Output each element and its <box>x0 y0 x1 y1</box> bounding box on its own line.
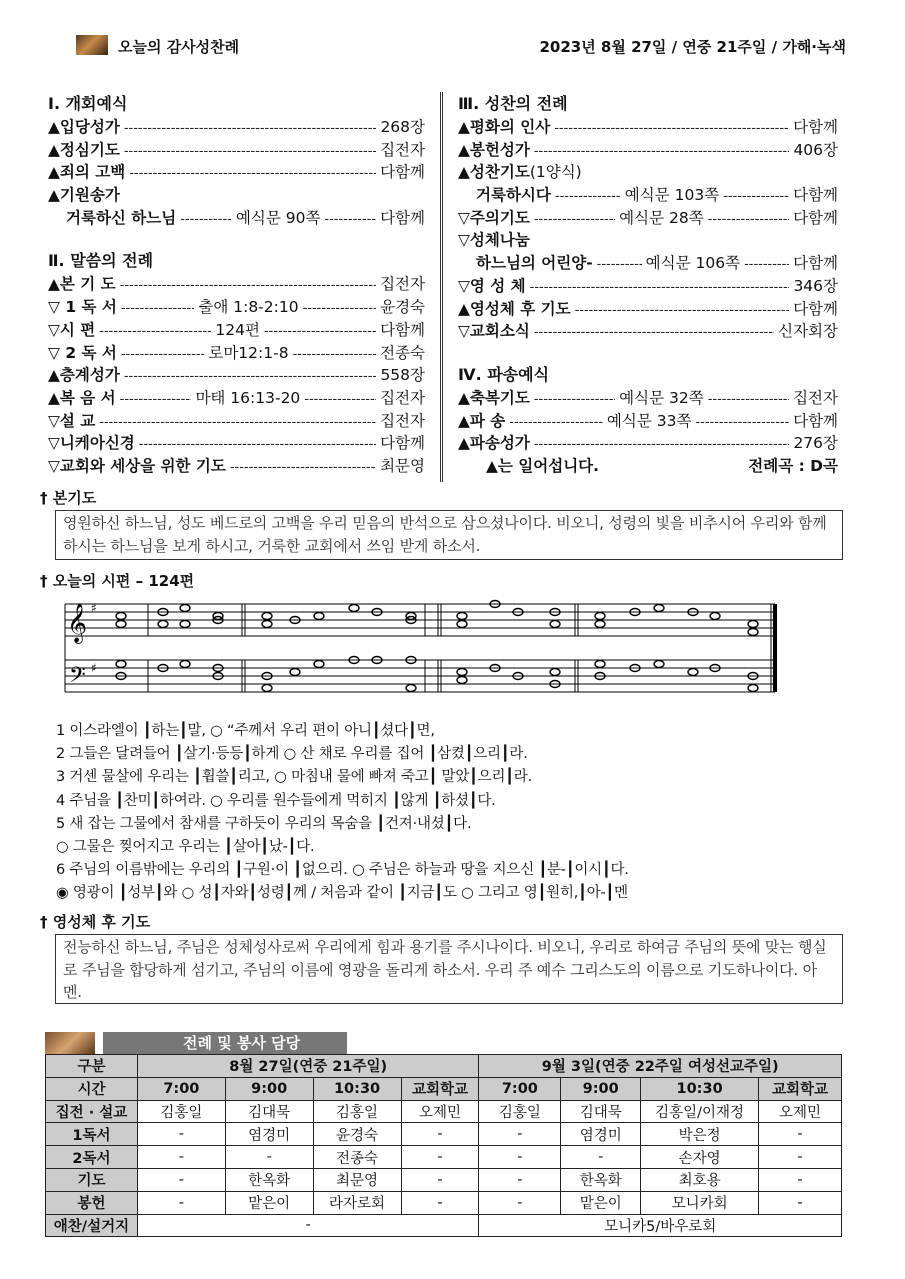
dash-leader <box>121 298 195 321</box>
psalm-verse: 6 주님의 이름밖에는 우리의 ┃구원·이 ┃없으리. ○ 주님은 하늘과 땅을 지으신 ┃분-┃이시┃다. <box>56 862 629 879</box>
psalm-verse: ○ 그물은 찢어지고 우리는 ┃살아┃났-┃다. <box>56 839 315 856</box>
roster-cell: 염경미 <box>561 1123 641 1146</box>
order-label: ▲성찬기도 <box>458 163 530 182</box>
order-detail: 예식문 32쪽 <box>619 388 704 407</box>
order-value: 다함께 <box>793 411 839 430</box>
order-value: 전종숙 <box>380 343 426 362</box>
roster-role: 기도 <box>46 1168 138 1191</box>
postcommunion-box: 전능하신 하느님, 주님은 성체성사로써 우리에게 힘과 용기를 주시나이다. 비오니, 우리로 하여금 주님의 뜻에 맞는 행실로 주님을 합당하게 섬기고, 주님의 이름에 영광을 돌리게 하소서. 우리 주 예수 그리스도의 이름으로 기도하나이다. 아멘. <box>55 934 843 1004</box>
roster-cell: 한옥화 <box>225 1168 313 1191</box>
order-label: ▲기원송가 <box>48 186 120 205</box>
order-value: 집전자 <box>380 411 425 430</box>
dash-leader <box>534 209 615 232</box>
roster-cell: 김홍일 <box>313 1100 401 1123</box>
roster-cell: - <box>401 1168 479 1191</box>
order-row <box>458 116 838 139</box>
order-value: 276장 <box>793 434 838 453</box>
order-row <box>458 184 838 207</box>
dash-leader <box>120 275 376 298</box>
psalm-verse: 1 이스라엘이 ┃하는┃말, ○ “주께서 우리 편이 아니┃셨다┃면, <box>56 723 435 739</box>
roster-week2: 9월 3일(연중 22주일 여성선교주일) <box>479 1055 842 1078</box>
order-right-column <box>458 92 838 478</box>
order-value: 집전자 <box>380 140 425 159</box>
roster-cell: 한옥화 <box>561 1168 641 1191</box>
note-heads <box>116 601 758 692</box>
dash-leader <box>597 254 642 277</box>
order-label: ▲층계성가 <box>48 366 120 385</box>
order-left-column <box>48 92 425 478</box>
order-detail: 124편 <box>215 320 260 339</box>
section-title: Ⅱ. 말씀의 전례 <box>48 251 154 271</box>
order-value: 다함께 <box>793 254 839 273</box>
order-detail: 예식문 33쪽 <box>606 411 692 430</box>
dash-leader <box>555 186 621 209</box>
order-label: 거룩하시다 <box>476 186 551 205</box>
order-row <box>48 432 425 455</box>
order-detail: 예식문 106쪽 <box>645 254 741 273</box>
dash-leader <box>124 118 377 141</box>
dash-leader <box>129 163 376 186</box>
roster-cell: 모니카회 <box>641 1191 759 1214</box>
roster-cell: 염경미 <box>225 1123 313 1146</box>
roster-table <box>45 1054 842 1237</box>
page-header <box>76 35 846 59</box>
dash-leader <box>534 434 790 457</box>
roster-time: 9:00 <box>225 1077 313 1100</box>
order-value: 윤경숙 <box>380 298 426 317</box>
order-row <box>458 275 838 298</box>
order-row <box>48 410 425 433</box>
roster-cell: - <box>401 1123 479 1146</box>
collect-title: † 본기도 <box>40 489 97 507</box>
roster-cell: - <box>137 1191 225 1214</box>
roster-title: 전례 및 봉사 담당 <box>103 1032 347 1054</box>
psalm-verse: ◉ 영광이 ┃성부┃와 ○ 성┃자와┃성령┃께 / 처음과 같이 ┃지금┃도 ○ 그리고 영┃원히,┃아-┃멘 <box>56 885 628 902</box>
order-value: 신자회장 <box>778 322 838 341</box>
dash-leader <box>180 209 232 232</box>
order-detail: 예식문 28쪽 <box>619 208 704 227</box>
order-label: ▲복 음 서 <box>48 388 116 407</box>
dash-leader <box>708 209 789 232</box>
barlines <box>65 604 771 692</box>
table-row <box>46 1123 842 1146</box>
table-row <box>46 1146 842 1169</box>
dash-leader <box>534 322 774 345</box>
order-value: 다함께 <box>380 434 425 453</box>
roster-cell: 김홍일 <box>479 1100 561 1123</box>
dash-leader <box>534 141 790 164</box>
order-label: ▲평화의 인사 <box>458 118 551 136</box>
table-row <box>46 1168 842 1191</box>
roster-cell: - <box>759 1123 842 1146</box>
bass-staff <box>65 660 775 692</box>
psalm-chant-score <box>55 594 780 704</box>
order-label: ▲정심기도 <box>48 140 120 159</box>
dash-leader <box>264 321 376 344</box>
roster-time: 교회학교 <box>759 1077 842 1100</box>
order-value: 다함께 <box>793 186 839 205</box>
section-title: Ⅰ. 개회예식 <box>48 94 128 113</box>
psalm-title: † 오늘의 시편 – 124편 <box>40 572 195 590</box>
order-row <box>458 320 838 343</box>
order-detail: 로마12:1-8 <box>208 343 289 362</box>
order-value: 최문영 <box>380 456 425 475</box>
psalm-lyrics <box>56 720 846 906</box>
roster-cell: - <box>401 1146 479 1169</box>
dash-leader <box>139 434 376 457</box>
roster-time: 9:00 <box>561 1077 641 1100</box>
order-row <box>48 455 425 478</box>
dash-leader <box>530 277 790 300</box>
treble-clef-icon: 𝄞 <box>67 603 88 643</box>
psalm-verse: 2 그들은 달려들어 ┃살기·등등┃하게 ○ 산 채로 우리를 집어 ┃삼켰┃으리┃라. <box>56 746 528 763</box>
order-value: 다함께 <box>793 208 838 227</box>
table-row <box>46 1214 842 1237</box>
roster-time-label: 시간 <box>46 1077 138 1100</box>
roster-cell: 김대묵 <box>225 1100 313 1123</box>
order-row <box>48 116 425 139</box>
roster-time: 7:00 <box>479 1077 561 1100</box>
collect-box: 영원하신 하느님, 성도 베드로의 고백을 우리 믿음의 반석으로 삼으셨나이다. 비오니, 성령의 빛을 비추시어 우리와 함께 하시는 하느님을 보게 하시고, 거룩한 교회에서 쓰임 받게 하소서. <box>55 510 843 560</box>
order-label: ▽교회소식 <box>458 322 530 341</box>
roster-role: 2독서 <box>46 1146 138 1169</box>
order-label: ▲축복기도 <box>458 388 530 407</box>
roster-cell: 김홍일 <box>137 1100 225 1123</box>
roster-cell: 박은정 <box>641 1123 759 1146</box>
psalm-verse: 3 거센 물살에 우리는 ┃휩쓸┃리고, ○ 마침내 물에 빠져 죽고┃ 말았┃으리┃라. <box>56 769 533 786</box>
order-value: 다함께 <box>380 163 425 182</box>
order-label: ▲본 기 도 <box>48 275 116 294</box>
order-value: 558장 <box>380 366 425 385</box>
order-row <box>458 139 838 162</box>
standing-footnote: ▲는 일어섭니다. <box>486 456 600 475</box>
order-value: 다함께 <box>380 320 425 339</box>
roster-cell: 맡은이 <box>225 1191 313 1214</box>
order-label: ▽설 교 <box>48 411 96 430</box>
dash-leader <box>723 186 789 209</box>
dash-leader <box>303 298 377 321</box>
dash-leader <box>695 412 789 435</box>
order-row <box>48 296 425 319</box>
page-title: 오늘의 감사성찬례 <box>118 38 240 56</box>
roster-role: 집전 · 설교 <box>46 1100 138 1123</box>
order-note: (1양식) <box>529 163 582 182</box>
order-row <box>48 387 425 410</box>
dash-leader <box>99 321 211 344</box>
roster-cell: - <box>137 1214 478 1237</box>
dash-leader <box>120 389 192 412</box>
sharp-icon: ♯ <box>91 601 97 615</box>
order-value: 집전자 <box>380 275 425 294</box>
roster-time: 10:30 <box>313 1077 401 1100</box>
roster-cell: 모니카5/바우로회 <box>479 1214 842 1237</box>
psalm-verse: 5 새 잡는 그물에서 참새를 구하듯이 우리의 목숨을 ┃건져·내셨┃다. <box>56 815 472 832</box>
order-label: ▽시 편 <box>48 320 96 339</box>
dash-leader <box>324 209 376 232</box>
dash-leader <box>304 389 376 412</box>
roster-cell: - <box>479 1191 561 1214</box>
roster-time: 교회학교 <box>401 1077 479 1100</box>
bass-clef-icon: 𝄢 <box>69 663 86 693</box>
order-label: ▲봉헌성가 <box>458 140 530 159</box>
order-row <box>48 364 425 387</box>
table-row <box>46 1191 842 1214</box>
roster-cell: - <box>759 1146 842 1169</box>
dash-leader <box>99 412 376 435</box>
roster-cell: - <box>479 1146 561 1169</box>
order-value: 다함께 <box>793 118 838 136</box>
roster-role: 애찬/설거지 <box>46 1214 138 1237</box>
dash-leader <box>230 457 376 480</box>
dash-leader <box>124 141 376 164</box>
church-logo <box>76 35 108 55</box>
order-row <box>48 207 425 230</box>
roster-cell: 맡은이 <box>561 1191 641 1214</box>
order-row <box>48 273 425 296</box>
order-detail: 마태 16:13-20 <box>195 388 301 407</box>
roster-cell: 라자로회 <box>313 1191 401 1214</box>
dash-leader <box>534 389 615 412</box>
order-label: ▲죄의 고백 <box>48 163 126 182</box>
order-label: ▽니케아신경 <box>48 434 135 453</box>
column-divider <box>440 92 443 482</box>
service-date: 2023년 8월 27일 / 연중 21주일 / 가해·녹색 <box>539 38 846 56</box>
dash-leader <box>509 412 603 435</box>
order-label: ▽성체나눔 <box>458 231 530 250</box>
order-value: 268장 <box>380 118 425 136</box>
order-value: 346장 <box>793 276 838 295</box>
dash-leader <box>744 254 789 277</box>
order-row <box>458 207 838 230</box>
roster-role: 1독서 <box>46 1123 138 1146</box>
roster-col-header: 구분 <box>46 1055 138 1078</box>
roster-cell: - <box>479 1168 561 1191</box>
order-row <box>458 229 838 252</box>
order-row <box>458 298 838 321</box>
order-row <box>48 184 425 207</box>
order-row <box>458 387 838 410</box>
roster-cell: 손자영 <box>641 1146 759 1169</box>
roster-cell: - <box>137 1123 225 1146</box>
roster-role: 봉헌 <box>46 1191 138 1214</box>
order-label: 거룩하신 하느님 <box>66 208 177 227</box>
order-label: ▽주의기도 <box>458 208 530 227</box>
order-label: ▽교회와 세상을 위한 기도 <box>48 456 226 475</box>
order-row <box>458 161 838 184</box>
roster-cell: 최호용 <box>641 1168 759 1191</box>
order-detail: 출애 1:8-2:10 <box>198 298 299 317</box>
section-title: Ⅳ. 파송예식 <box>458 364 550 384</box>
order-value: 집전자 <box>793 388 838 407</box>
order-label: ▲입당성가 <box>48 118 120 136</box>
order-label: ▲파 송 <box>458 411 506 430</box>
roster-cell: - <box>225 1146 313 1169</box>
roster-cell: - <box>137 1168 225 1191</box>
order-row <box>48 342 425 365</box>
roster-cell: - <box>759 1168 842 1191</box>
order-row <box>48 319 425 342</box>
psalm-verse: 4 주님을 ┃찬미┃하여라. ○ 우리를 원수들에게 먹히지 ┃않게 ┃하셨┃다. <box>56 792 496 809</box>
footnote-row <box>458 455 838 478</box>
order-detail: 예식문 103쪽 <box>624 186 720 205</box>
postcommunion-title: † 영성체 후 기도 <box>40 913 151 931</box>
liturgy-tune: 전례곡 : D곡 <box>748 456 838 475</box>
order-row <box>48 161 425 184</box>
treble-staff <box>65 604 775 636</box>
order-value: 집전자 <box>380 388 426 407</box>
roster-cell: 오제민 <box>759 1100 842 1123</box>
sharp-icon: ♯ <box>91 661 97 675</box>
dash-leader <box>121 344 205 367</box>
order-label: ▽영 성 체 <box>458 276 526 295</box>
roster-picture <box>45 1032 95 1054</box>
roster-cell: 김대묵 <box>561 1100 641 1123</box>
roster-cell: - <box>137 1146 225 1169</box>
roster-week1: 8월 27일(연중 21주일) <box>137 1055 478 1078</box>
order-value: 406장 <box>793 140 838 159</box>
order-label: ▽ 2 독 서 <box>48 343 117 362</box>
dash-leader <box>293 344 377 367</box>
roster-cell: 최문영 <box>313 1168 401 1191</box>
dash-leader <box>124 366 377 389</box>
roster-cell: 김홍일/이재정 <box>641 1100 759 1123</box>
roster-cell: 전종숙 <box>313 1146 401 1169</box>
order-row <box>458 410 838 433</box>
order-label: ▲영성체 후 기도 <box>458 299 571 318</box>
order-value: 다함께 <box>793 299 838 318</box>
table-row <box>46 1100 842 1123</box>
dash-leader <box>708 389 789 412</box>
order-row <box>458 252 838 275</box>
order-detail: 예식문 90쪽 <box>235 208 321 227</box>
order-label: ▽ 1 독 서 <box>48 298 117 317</box>
order-value: 다함께 <box>380 208 425 227</box>
section-title: Ⅲ. 성찬의 전례 <box>458 94 568 113</box>
order-label: ▲파송성가 <box>458 434 530 453</box>
order-label: 하느님의 어린양- <box>476 254 593 273</box>
roster-time: 10:30 <box>641 1077 759 1100</box>
roster-cell: - <box>479 1123 561 1146</box>
dash-leader <box>575 300 790 323</box>
dash-leader <box>554 118 789 141</box>
roster-cell: - <box>759 1191 842 1214</box>
order-row <box>48 139 425 162</box>
order-row <box>458 432 838 455</box>
roster-cell: 오제민 <box>401 1100 479 1123</box>
roster-cell: 윤경숙 <box>313 1123 401 1146</box>
roster-time: 7:00 <box>137 1077 225 1100</box>
roster-cell: - <box>561 1146 641 1169</box>
roster-cell: - <box>401 1191 479 1214</box>
